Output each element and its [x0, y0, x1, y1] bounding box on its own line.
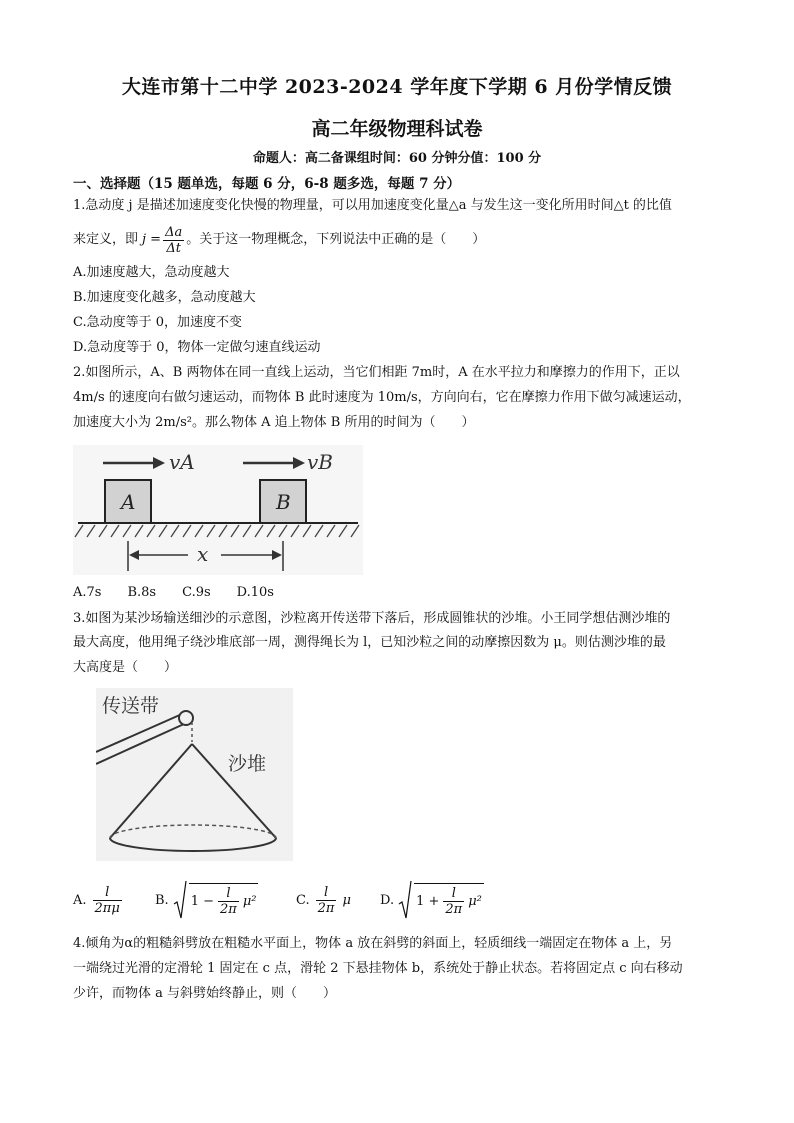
q3-option-c-den: 2π	[317, 900, 335, 916]
q1-line2	[73, 220, 485, 260]
q3-option-d-sign: 1 +	[416, 894, 440, 909]
q3-options	[73, 878, 753, 922]
q3-option-b-den: 2π	[219, 902, 237, 917]
q3-option-a-num: l	[93, 885, 122, 901]
label-sand-pile: 沙堆	[228, 753, 267, 775]
q3-option-b-sqrt-icon	[173, 880, 187, 920]
q3-option-a-frac	[93, 885, 122, 916]
q2-line2: 4m/s 的速度向右做匀速运动，而物体 B 此时速度为 10m/s，方向向右，它在摩擦力作用下做匀减速运动，	[73, 390, 691, 405]
q3-figure	[96, 688, 293, 861]
q3-option-b-radicand	[189, 883, 259, 917]
q3-option-a-letter: A.	[73, 892, 87, 908]
q3-option-b-letter: B.	[155, 892, 169, 908]
q1-eq-lhs: j =	[142, 232, 162, 247]
exam-subtitle: 高二年级物理科试卷	[311, 118, 483, 140]
q3-option-c	[296, 878, 351, 922]
q1-fraction	[163, 225, 184, 256]
q1-line1: 1.急动度 j 是描述加速度变化快慢的物理量，可以用加速度变化量△a 与发生这一变化所用时间△t 的比值	[73, 198, 672, 213]
q3-option-d-tail: μ²	[468, 894, 482, 909]
q2-figure	[73, 445, 363, 575]
q1-line2-post: 。关于这一物理概念，下列说法中正确的是（ ）	[186, 232, 486, 247]
label-va: vA	[169, 450, 195, 474]
q3-line1: 3.如图为某沙场输送细沙的示意图，沙粒离开传送带下落后，形成圆锥状的沙堆。小王同学想估测沙堆的	[73, 611, 671, 626]
q3-option-a	[73, 878, 124, 922]
q3-option-d-sqrt-icon	[398, 880, 412, 920]
block-b-label: B	[276, 490, 291, 514]
q3-option-a-den: 2πμ	[94, 900, 120, 916]
q3-option-c-tail: μ	[342, 892, 351, 908]
q1-option-d: D.急动度等于 0，物体一定做匀速直线运动	[73, 340, 321, 355]
q4-line1: 4.倾角为α的粗糙斜劈放在粗糙水平面上，物体 a 放在斜劈的斜面上，轻质细线一端固定在物体 a 上，另	[73, 936, 673, 951]
exam-info: 命题人：高二备课组时间：60 分钟分值：100 分	[252, 151, 542, 166]
q3-option-c-letter: C.	[296, 892, 310, 908]
block-a-label: A	[121, 490, 136, 514]
q3-line2: 最大高度，他用绳子绕沙堆底部一周，测得绳长为 l，已知沙粒之间的动摩擦因数为 μ。则估测沙堆的最	[73, 635, 666, 650]
q3-option-b	[155, 878, 258, 922]
q1-line2-pre: 来定义，即	[73, 232, 139, 247]
q2-options: A.7s B.8s C.9s D.10s	[73, 585, 274, 600]
exam-title: 大连市第十二中学 2023-2024 学年度下学期 6 月份学情反馈	[121, 76, 673, 98]
section-heading: 一、选择题（15 题单选，每题 6 分，6-8 题多选，每题 7 分）	[73, 176, 461, 192]
q3-option-b-num: l	[218, 886, 239, 902]
q1-option-c: C.急动度等于 0，加速度不变	[73, 315, 243, 330]
q3-option-c-num: l	[316, 885, 337, 901]
q1-option-a: A.加速度越大，急动度越大	[73, 265, 230, 280]
q3-option-d-den: 2π	[445, 902, 463, 917]
q3-option-d-num: l	[443, 886, 464, 902]
q3-option-c-frac	[316, 885, 337, 916]
label-conveyor: 传送带	[102, 695, 160, 717]
label-vb: vB	[307, 450, 333, 474]
q1-frac-num: Δa	[165, 224, 183, 240]
q1-option-b: B.加速度变化越多，急动度越大	[73, 290, 256, 305]
q3-option-b-frac	[218, 886, 239, 917]
q3-option-b-sign: 1 −	[190, 894, 214, 909]
q4-line2: 一端绕过光滑的定滑轮 1 固定在 c 点，滑轮 2 下悬挂物体 b，系统处于静止状态。若将固定点 c 向右移动	[73, 961, 683, 976]
q2-line1: 2.如图所示，A、B 两物体在同一直线上运动，当它们相距 7m时，A 在水平拉力和摩擦力的作用下，正以	[73, 365, 680, 380]
q3-option-d-letter: D.	[380, 892, 395, 908]
label-x: x	[197, 542, 209, 566]
q2-line3: 加速度大小为 2m/s²。那么物体 A 追上物体 B 所用的时间为（ ）	[73, 415, 475, 430]
q3-option-b-tail: μ²	[242, 894, 257, 909]
q3-option-d-frac	[443, 886, 464, 917]
q4-line3: 少许，而物体 a 与斜劈始终静止，则（ ）	[73, 986, 337, 1001]
q1-frac-den: Δt	[166, 240, 181, 256]
q3-line3: 大高度是（ ）	[73, 660, 178, 675]
q3-option-d	[380, 878, 484, 922]
q3-option-d-radicand	[414, 883, 484, 917]
conveyor-pulley	[179, 711, 193, 725]
